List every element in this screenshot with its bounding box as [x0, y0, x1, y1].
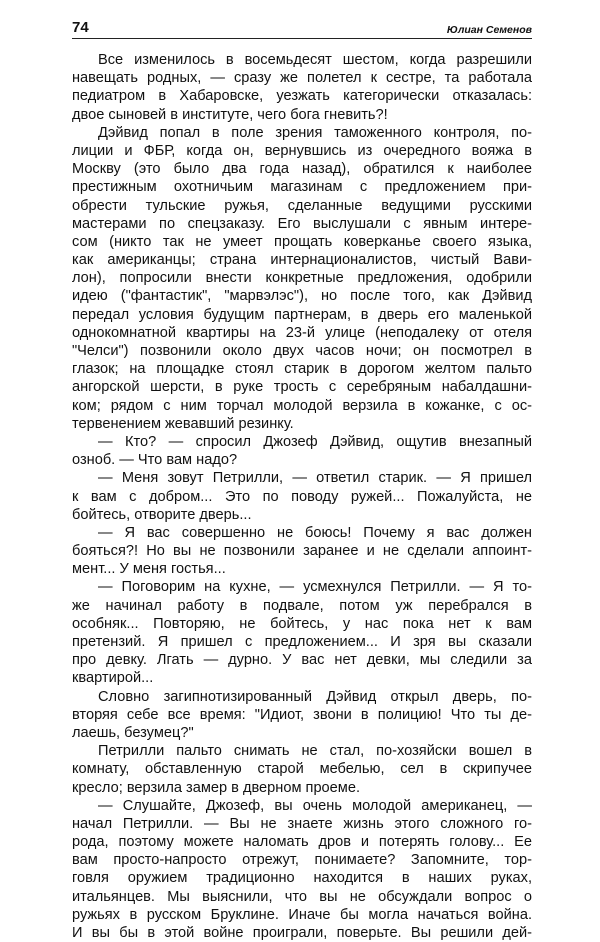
text-line: навещать родных, — сразу же полетел к сестре, та работала — [72, 70, 532, 87]
text-line: же начинал работу в подвале, потом уж перебрался в — [72, 597, 532, 614]
page-header — [72, 16, 532, 39]
book-page — [72, 16, 532, 942]
text-line: про девку. Лгать — дурно. У вас нет девки, мы следили за — [72, 652, 532, 669]
text-line: ком; рядом с ним торчал молодой верзила в кожанке, с ос- — [72, 397, 532, 414]
text-line: мастерами по спецзаказу. Его выслушали с явным интере- — [72, 215, 532, 232]
text-line: двое сыновей в институте, чего бога гневить?! — [72, 106, 388, 123]
text-line: престижным охотничьим магазинам с предложением при- — [72, 179, 532, 196]
text-line: обрести тульские ружья, сделанные ведущими русскими — [72, 197, 532, 214]
text-line: озноб. — Что вам надо? — [72, 452, 238, 469]
text-line: идею ("фантастик", "марвэлэс"), но после того, как Дэйвид — [72, 288, 532, 305]
text-line: претензий. Я пришел с предложением... И зря вы сказали — [72, 634, 532, 650]
text-line: тервенением жевавший резинку. — [72, 415, 294, 432]
text-line: ружьях в русском Бруклине. Иначе бы могла начаться война. — [72, 906, 532, 923]
paragraph-first-line: — Я вас совершенно не боюсь! Почему я вас должен — [98, 524, 532, 541]
text-line: глазок; на площадке стоял старик в дорогом желтом пальто — [72, 361, 532, 378]
text-line: кресло; верзила замер в дверном проеме. — [72, 779, 360, 796]
text-line: как американцы; страна интернационалистов, чистый Вави- — [72, 252, 532, 269]
paragraph-first-line: Словно загипнотизированный Дэйвид открыл дверь, по- — [98, 688, 532, 705]
text-line: сом (никто так не умеет прощать коверканье своего языка, — [72, 233, 532, 250]
text-line: ангорской шерсти, в руке трость с серебряным набалдашни- — [72, 379, 532, 396]
text-line: итальянцев. Мы выяснили, что вы не обсуждали вопрос о — [72, 888, 532, 905]
text-line: однокомнатной квартиры на 23-й улице (неподалеку от отеля — [72, 324, 532, 341]
text-line: Москву (это было два года назад), обратился к наиболее — [72, 161, 532, 178]
text-line: комнату, обставленную старой мебелью, сел в скрипучее — [72, 761, 532, 778]
paragraph-first-line: — Слушайте, Джозеф, вы очень молодой американец, — — [98, 797, 532, 814]
text-line: лиции и ФБР, когда он, вернувшись из очередного вояжа в — [72, 142, 532, 159]
text-line: бояться?! Но вы не позвонили заранее и не сделали аппоинт- — [72, 543, 532, 560]
text-line: вам просто-напросто отрежут, понимаете? Запомните, тор- — [72, 852, 532, 869]
text-line: к вам с добром... Это по поводу ружей... Пожалуйста, не — [72, 488, 532, 505]
paragraph-first-line: Все изменилось в восемьдесят шестом, когда разрешили — [98, 52, 532, 68]
text-line: начал Петрилли. — Вы не знаете жизнь этого сложного го- — [72, 815, 532, 832]
paragraph-first-line: Петрилли пальто снимать не стал, по-хозяйски вошел в — [98, 743, 532, 760]
text-line: вторяя себе все время: "Идиот, звони в полицию! Что ты де- — [72, 706, 532, 723]
page-number: 74 — [72, 19, 89, 36]
text-line: говля оружием традиционно находится в наших руках, — [72, 870, 532, 887]
text-line: рода, поэтому можете наломать дров и потерять голову... Ее — [72, 834, 532, 851]
paragraph-first-line: — Кто? — спросил Джозеф Дэйвид, ощутив внезапный — [98, 433, 532, 450]
text-line: квартирой... — [72, 670, 154, 687]
text-line: передал условия будущим партнерам, в дверь его маленькой — [72, 306, 532, 323]
paragraph-first-line: — Меня зовут Петрилли, — ответил старик. — Я пришел — [98, 470, 532, 487]
paragraph-first-line: — Поговорим на кухне, — усмехнулся Петрилли. — Я то- — [98, 579, 532, 596]
body-text — [72, 51, 532, 942]
text-line: мент... У меня гостья... — [72, 561, 226, 578]
text-line: особняк... Повторяю, не бойтесь, у нас пока нет к вам — [72, 615, 532, 632]
text-line: бойтесь, отворите дверь... — [72, 506, 252, 523]
text-line: "Челси") позвонили около двух часов ночи; он посмотрел в — [72, 343, 532, 359]
text-line: лаешь, безумец?" — [72, 724, 194, 741]
paragraph-first-line: Дэйвид попал в поле зрения таможенного контроля, по- — [98, 124, 532, 141]
text-line: педиатром в Хабаровске, уезжать категорически отказалась: — [72, 88, 532, 105]
text-line: И вы бы в этой войне проиграли, поверьте. Вы решили дей- — [72, 925, 532, 941]
text-line: лон), попросили внести конкретные предложения, одобрили — [72, 270, 532, 287]
running-head-author: Юлиан Семенов — [446, 24, 532, 36]
